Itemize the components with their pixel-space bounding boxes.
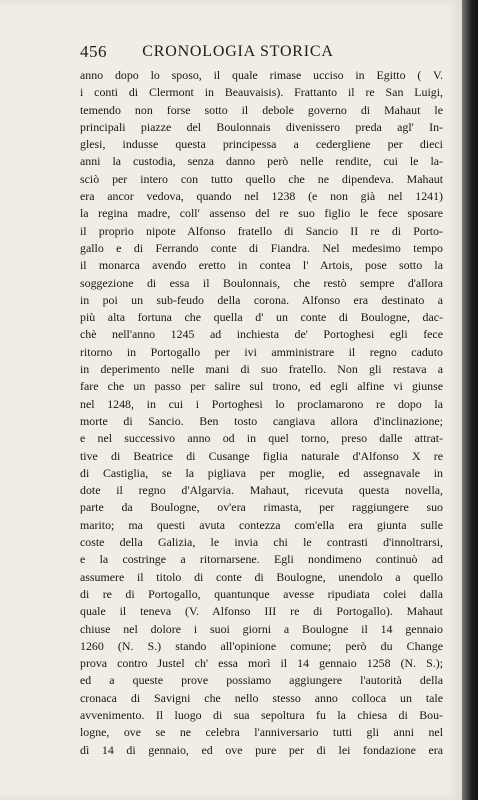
text-line-22: e nel successivo anno od in quel torno, preso dalle attrat- xyxy=(80,431,443,446)
page-edge xyxy=(462,0,478,800)
text-line-18: in deperimento nelle mani di suo fratello. Non gli restava a xyxy=(80,362,443,377)
text-line-10: il proprio nipote Alfonso fratello di Sancio II re di Porto- xyxy=(80,223,443,238)
text-line-35: prova contro Justel ch' essa morì il 14 gennaio 1258 (N. S.); xyxy=(80,656,443,671)
text-line-11: gallo e di Ferrando conte di Fiandra. Nel medesimo tempo xyxy=(80,240,443,255)
text-line-5: glesi, indusse questa principessa a cedergliene per dieci xyxy=(80,137,443,152)
text-line-4: principali piazze del Boulonnais divenissero preda agl' In- xyxy=(80,119,443,134)
text-line-8: era ancor vedova, quando nel 1238 (e non già nel 1241) xyxy=(80,189,443,204)
running-head: CRONOLOGIA STORICA xyxy=(142,43,334,60)
page-header xyxy=(80,42,396,64)
text-line-26: parte da Boulogne, ov'era rimasta, per raggiungere suo xyxy=(80,500,443,515)
text-line-3: temendo non forse sotto il debole governo di Mahaut le xyxy=(80,102,443,117)
text-line-29: e la costringe a ritornarsene. Egli nondimeno continuò ad xyxy=(80,552,443,567)
text-line-32: quale il teneva (V. Alfonso III re di Portogallo). Mahaut xyxy=(80,604,443,619)
text-line-15: più alta fortuna che quella d' un conte di Boulogne, dac- xyxy=(80,310,443,325)
text-line-27: marito; ma questi avuta contezza com'ella era giunta sulle xyxy=(80,517,443,532)
page-number: 456 xyxy=(80,42,107,61)
text-line-40: dì 14 di gennaio, ed ove pure per di lei fondazione era xyxy=(80,742,443,757)
text-line-16: chè nell'anno 1245 ad inchiesta de' Portoghesi egli fece xyxy=(80,327,443,342)
text-line-24: di Castiglia, se la pigliava per moglie, ed assegnavale in xyxy=(80,465,443,480)
body-text xyxy=(80,67,443,759)
text-line-14: in poi un sub-feudo della corona. Alfonso era destinato a xyxy=(80,292,443,307)
text-line-9: la regina madre, coll' assenso del re suo figlio le fece sposare xyxy=(80,206,443,221)
text-line-36: ed a queste prove possiamo aggiungere l'autorità della xyxy=(80,673,443,688)
text-line-1: anno dopo lo sposo, il quale rimase ucciso in Egitto ( V. xyxy=(80,68,443,82)
text-line-34: 1260 (N. S.) stando all'opinione comune; però du Change xyxy=(80,638,443,653)
text-line-6: anni la custodia, senza danno però nelle rendite, cui le la- xyxy=(80,154,443,169)
text-line-33: chiuse nel dolore i suoi giorni a Boulogne il 14 gennaio xyxy=(80,621,443,636)
text-line-23: tive di Beatrice di Cusange figlia naturale d'Alfonso X re xyxy=(80,448,443,463)
text-line-21: morte di Sancio. Ben tosto cangiava allora d'inclinazione; xyxy=(80,413,443,428)
text-line-28: coste della Galizia, le invia chi le contrasti d'innoltrarsi, xyxy=(80,535,443,550)
text-line-19: fare che un passo per salire sul trono, ed egli alfine vi giunse xyxy=(80,379,443,394)
text-line-13: soggezione di essa il Boulonnais, che restò sempre d'allora xyxy=(80,275,443,290)
text-line-17: ritorno in Portogallo per ivi amministrare il regno caduto xyxy=(80,344,443,359)
text-line-7: sciò per intero con tutto quello che ne dipendeva. Mahaut xyxy=(80,171,443,186)
text-line-25: dote il regno d'Algarvia. Mahaut, ricevuta questa novella, xyxy=(80,483,443,498)
text-line-20: nel 1248, in cui i Portoghesi lo proclamarono re dopo la xyxy=(80,396,443,411)
text-line-2: i conti di Clermont in Beauvaisis). Frattanto il re San Luigi, xyxy=(80,85,443,100)
text-line-38: avvenimento. Il luogo di sua sepoltura fu la chiesa di Bou- xyxy=(80,707,443,722)
text-line-31: di re di Portogallo, quantunque avesse ripudiata colei dalla xyxy=(80,586,443,601)
text-line-39: logne, ove se ne celebra l'anniversario tutti gli anni nel xyxy=(80,725,443,740)
text-line-30: assumere il titolo di conte di Boulogne, unendolo a quello xyxy=(80,569,443,584)
text-line-12: il monarca avendo eretto in contea l' Artois, pose sotto la xyxy=(80,258,443,273)
text-line-37: cronaca di Savigni che nello stesso anno colloca un tale xyxy=(80,690,443,705)
